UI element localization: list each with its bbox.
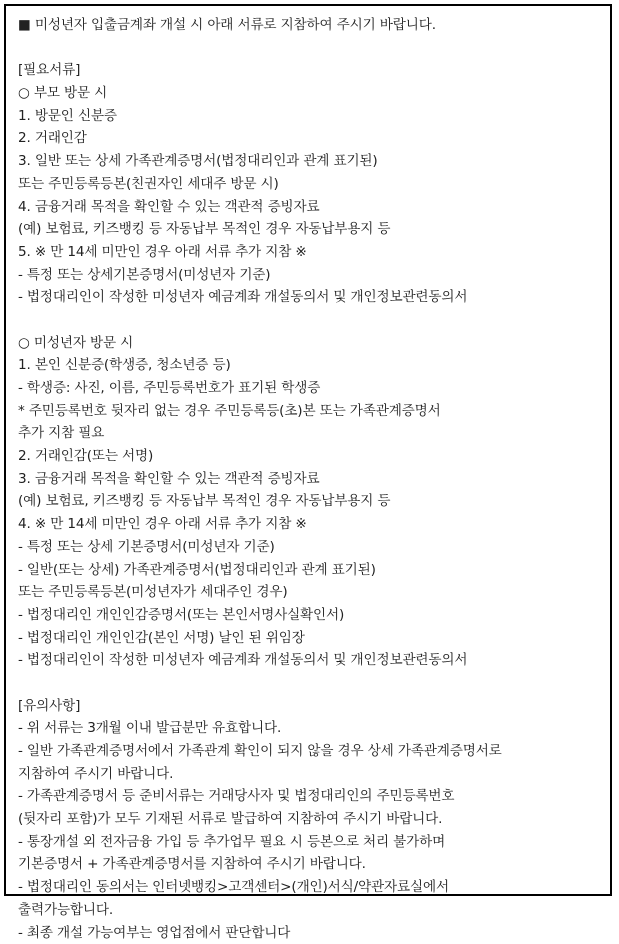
notes-item: - 최종 개설 가능여부는 영업점에서 판단합니다	[18, 922, 606, 944]
notes-item: - 가족관계증명서 등 준비서류는 거래당사자 및 법정대리인의 주민등록번호	[18, 785, 606, 808]
notes-item: - 위 서류는 3개월 이내 발급분만 유효합니다.	[18, 717, 606, 740]
required-docs-heading: [필요서류]	[18, 59, 606, 82]
minor-visit-item: 4. ※ 만 14세 미만인 경우 아래 서류 추가 지참 ※	[18, 513, 606, 536]
notes-item: - 통장개설 외 전자금융 가입 등 추가업무 필요 시 등본으로 처리 불가하며	[18, 831, 606, 854]
parent-visit-item: 5. ※ 만 14세 미만인 경우 아래 서류 추가 지참 ※	[18, 241, 606, 264]
notes-heading: [유의사항]	[18, 695, 606, 718]
spacer	[18, 309, 606, 332]
parent-visit-item: - 법정대리인이 작성한 미성년자 예금계좌 개설동의서 및 개인정보관련동의서	[18, 286, 606, 309]
minor-visit-item: - 법정대리인이 작성한 미성년자 예금계좌 개설동의서 및 개인정보관련동의서	[18, 649, 606, 672]
minor-visit-item: - 일반(또는 상세) 가족관계증명서(법정대리인과 관계 표기된)	[18, 559, 606, 582]
notes-item: - 법정대리인 동의서는 인터넷뱅킹>고객센터>(개인)서식/약관자료실에서	[18, 876, 606, 899]
notes-item: 기본증명서 + 가족관계증명서를 지참하여 주시기 바랍니다.	[18, 853, 606, 876]
parent-visit-item: 2. 거래인감	[18, 127, 606, 150]
minor-visit-heading: ○ 미성년자 방문 시	[18, 332, 606, 355]
notice-box	[4, 4, 612, 896]
minor-visit-item: - 특정 또는 상세 기본증명서(미성년자 기준)	[18, 536, 606, 559]
minor-visit-item: * 주민등록번호 뒷자리 없는 경우 주민등록등(초)본 또는 가족관계증명서	[18, 400, 606, 423]
minor-visit-item: - 학생증: 사진, 이름, 주민등록번호가 표기된 학생증	[18, 377, 606, 400]
parent-visit-item: (예) 보험료, 키즈뱅킹 등 자동납부 목적인 경우 자동납부용지 등	[18, 218, 606, 241]
spacer	[18, 672, 606, 695]
parent-visit-item: 3. 일반 또는 상세 가족관계증명서(법정대리인과 관계 표기된)	[18, 150, 606, 173]
parent-visit-item: - 특정 또는 상세기본증명서(미성년자 기준)	[18, 264, 606, 287]
minor-visit-item: - 법정대리인 개인인감증명서(또는 본인서명사실확인서)	[18, 604, 606, 627]
notes-item: 출력가능합니다.	[18, 899, 606, 922]
minor-visit-item: - 법정대리인 개인인감(본인 서명) 날인 된 위임장	[18, 627, 606, 650]
notes-item: 지참하여 주시기 바랍니다.	[18, 763, 606, 786]
minor-visit-item: (예) 보험료, 키즈뱅킹 등 자동납부 목적인 경우 자동납부용지 등	[18, 490, 606, 513]
minor-visit-item: 1. 본인 신분증(학생증, 청소년증 등)	[18, 354, 606, 377]
notes-item: (뒷자리 포함)가 모두 기재된 서류로 발급하여 지참하여 주시기 바랍니다.	[18, 808, 606, 831]
notice-text	[18, 14, 606, 944]
minor-visit-item: 2. 거래인감(또는 서명)	[18, 445, 606, 468]
spacer	[18, 37, 606, 60]
intro-line: ■ 미성년자 입출금계좌 개설 시 아래 서류로 지참하여 주시기 바랍니다.	[18, 14, 606, 37]
notes-item: - 일반 가족관계증명서에서 가족관계 확인이 되지 않을 경우 상세 가족관계증명서로	[18, 740, 606, 763]
parent-visit-item: 1. 방문인 신분증	[18, 105, 606, 128]
parent-visit-heading: ○ 부모 방문 시	[18, 82, 606, 105]
minor-visit-item: 추가 지참 필요	[18, 422, 606, 445]
parent-visit-item: 4. 금융거래 목적을 확인할 수 있는 객관적 증빙자료	[18, 196, 606, 219]
parent-visit-item: 또는 주민등록등본(친권자인 세대주 방문 시)	[18, 173, 606, 196]
minor-visit-item: 또는 주민등록등본(미성년자가 세대주인 경우)	[18, 581, 606, 604]
minor-visit-item: 3. 금융거래 목적을 확인할 수 있는 객관적 증빙자료	[18, 468, 606, 491]
